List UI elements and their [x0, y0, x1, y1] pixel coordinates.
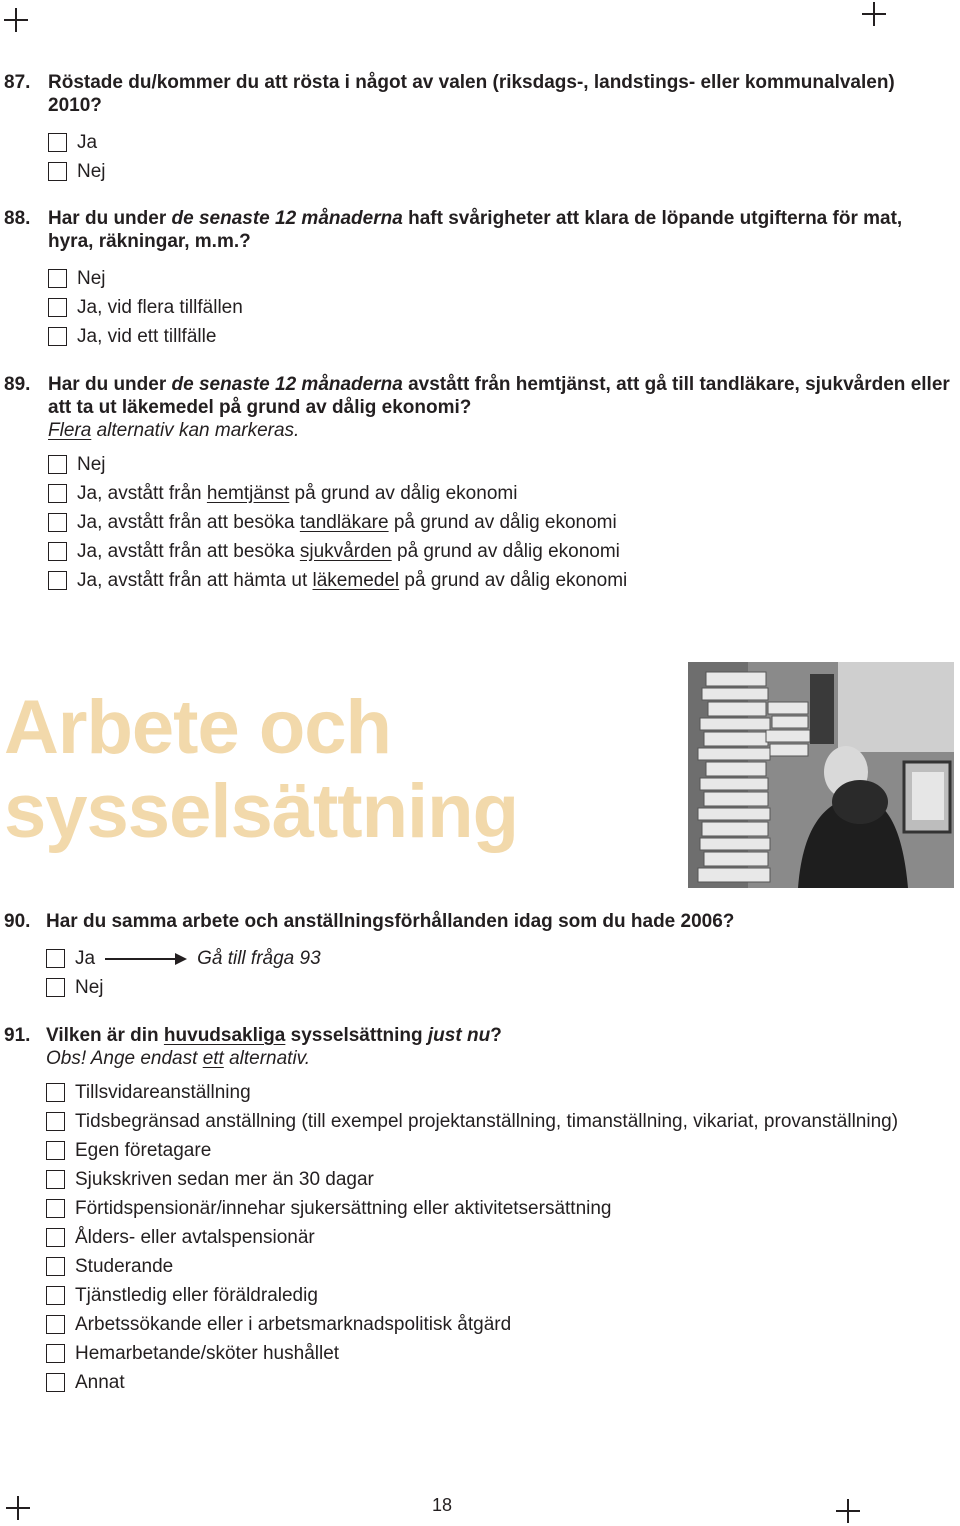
page-number: 18: [432, 1495, 453, 1515]
option-nej[interactable]: Nej: [48, 264, 950, 293]
option-arbetssokande[interactable]: Arbetssökande eller i arbetsmarknadspolitisk åtgärd: [46, 1310, 950, 1339]
photo-illustration: [688, 662, 954, 888]
option-ja[interactable]: Ja: [48, 128, 950, 157]
checkbox[interactable]: [46, 1141, 65, 1160]
option-egen-foretagare[interactable]: Egen företagare: [46, 1136, 950, 1165]
checkbox[interactable]: [48, 455, 67, 474]
option-ja[interactable]: Ja Gå till fråga 93: [46, 944, 950, 973]
checkbox[interactable]: [46, 1199, 65, 1218]
crop-mark-top-left: [4, 8, 28, 32]
option-lakemedel[interactable]: Ja, avstått från att hämta ut läkemedel på grund av dålig ekonomi: [48, 566, 950, 595]
crop-mark-bottom-right: [836, 1499, 860, 1523]
checkbox[interactable]: [46, 949, 65, 968]
options: [46, 1078, 950, 1397]
checkbox[interactable]: [46, 1228, 65, 1247]
checkbox[interactable]: [46, 1170, 65, 1189]
options: [46, 944, 950, 1002]
crop-mark-top-right: [862, 2, 886, 26]
checkbox[interactable]: [46, 1344, 65, 1363]
checkbox[interactable]: [48, 513, 67, 532]
option-sjukvarden[interactable]: Ja, avstått från att besöka sjukvården på grund av dålig ekonomi: [48, 537, 950, 566]
option-tidsbegransad[interactable]: Tidsbegränsad anställning (till exempel projektanställning, timanställning, vikariat, provanställning): [46, 1107, 950, 1136]
option-sjukskriven[interactable]: Sjukskriven sedan mer än 30 dagar: [46, 1165, 950, 1194]
checkbox[interactable]: [46, 1112, 65, 1131]
crop-mark-bottom-left: [6, 1496, 30, 1520]
option-studerande[interactable]: Studerande: [46, 1252, 950, 1281]
checkbox[interactable]: [48, 162, 67, 181]
checkbox[interactable]: [46, 1257, 65, 1276]
instruction-note: Obs! Ange endast ett alternativ.: [46, 1048, 311, 1069]
question-text: Har du under de senaste 12 månaderna avstått från hemtjänst, att gå till tandläkare, sjukvården eller att ta ut läkemedel på grund av dålig ekonomi?: [48, 374, 950, 418]
skip-instruction: Gå till fråga 93: [197, 947, 321, 969]
options: [48, 450, 950, 595]
checkbox[interactable]: [46, 1286, 65, 1305]
arrow-icon: [105, 958, 175, 960]
option-fortidspensionar[interactable]: Förtidspensionär/innehar sjukersättning eller aktivitetsersättning: [46, 1194, 950, 1223]
checkbox[interactable]: [46, 978, 65, 997]
checkbox[interactable]: [48, 484, 67, 503]
checkbox[interactable]: [48, 542, 67, 561]
option-nej[interactable]: Nej: [48, 157, 950, 186]
checkbox[interactable]: [46, 1083, 65, 1102]
question-number: 88.: [4, 208, 31, 229]
checkbox[interactable]: [48, 298, 67, 317]
option-tandlakare[interactable]: Ja, avstått från att besöka tandläkare på grund av dålig ekonomi: [48, 508, 950, 537]
option-hemtjanst[interactable]: Ja, avstått från hemtjänst på grund av dålig ekonomi: [48, 479, 950, 508]
option-alderspensionar[interactable]: Ålders- eller avtalspensionär: [46, 1223, 950, 1252]
question-text: Röstade du/kommer du att rösta i något av valen (riksdags-, landstings- eller kommunalvalen) 2010?: [48, 72, 895, 116]
section-heading: Arbete och sysselsättning: [4, 685, 518, 854]
option-ja-flera[interactable]: Ja, vid flera tillfällen: [48, 293, 950, 322]
arrow-head-icon: [175, 953, 187, 965]
checkbox[interactable]: [46, 1315, 65, 1334]
checkbox[interactable]: [48, 327, 67, 346]
option-ja-ett[interactable]: Ja, vid ett tillfälle: [48, 322, 950, 351]
question-number: 89.: [4, 374, 31, 395]
checkbox[interactable]: [46, 1373, 65, 1392]
question-text: Har du samma arbete och anställningsförhållanden idag som du hade 2006?: [46, 911, 735, 932]
question-91: [0, 1024, 950, 1397]
checkbox[interactable]: [48, 269, 67, 288]
option-hemarbetande[interactable]: Hemarbetande/sköter hushållet: [46, 1339, 950, 1368]
instruction-note: Flera alternativ kan markeras.: [48, 420, 300, 441]
question-number: 90.: [4, 911, 31, 932]
options: [48, 128, 950, 186]
question-89: [0, 373, 950, 595]
office-photo: [688, 662, 954, 888]
question-87: [0, 71, 950, 186]
question-number: 87.: [4, 72, 31, 93]
option-nej[interactable]: Nej: [48, 450, 950, 479]
question-text: Vilken är din huvudsakliga sysselsättning just nu?: [46, 1025, 502, 1046]
question-88: [0, 207, 950, 351]
options: [48, 264, 950, 351]
option-annat[interactable]: Annat: [46, 1368, 950, 1397]
option-tillsvidare[interactable]: Tillsvidareanställning: [46, 1078, 950, 1107]
option-tjanstledig[interactable]: Tjänstledig eller föräldraledig: [46, 1281, 950, 1310]
checkbox[interactable]: [48, 133, 67, 152]
question-number: 91.: [4, 1025, 31, 1046]
option-nej[interactable]: Nej: [46, 973, 950, 1002]
checkbox[interactable]: [48, 571, 67, 590]
question-text: Har du under de senaste 12 månaderna haft svårigheter att klara de löpande utgifterna för mat, hyra, räkningar, m.m.?: [48, 208, 903, 252]
question-90: [0, 910, 950, 1002]
